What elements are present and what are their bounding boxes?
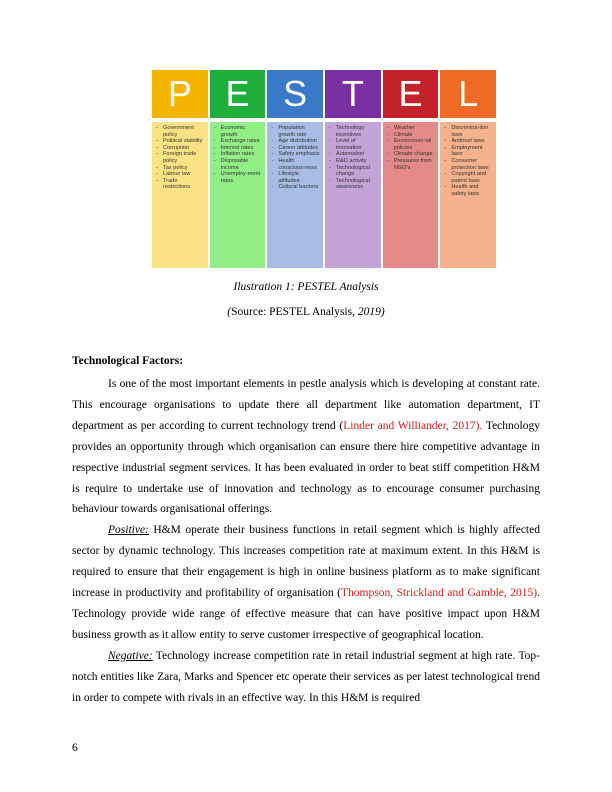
pestel-letter: E (383, 70, 439, 118)
pestel-factor-item: - Inflation rates (213, 151, 264, 158)
pestel-factor-item: - Government policy (155, 125, 206, 138)
pestel-factor-list (267, 122, 323, 268)
pestel-factor-item: - Exchange rates (213, 138, 264, 145)
pestel-factor-item: - Employment laws (443, 145, 494, 158)
pestel-column-0 (152, 70, 208, 268)
pestel-factor-item: - Consumer protection laws (443, 158, 494, 171)
pestel-factor-item: - Labour law (155, 171, 206, 178)
citation-linder: Linder and Williander, 2017). (343, 419, 483, 432)
pestel-column-5 (440, 70, 496, 268)
source-open: ( (227, 306, 232, 318)
pestel-factor-item: - Corruption (155, 145, 206, 152)
pestel-factor-list (152, 122, 208, 268)
positive-term: Positive: (108, 524, 149, 537)
pestel-letter: E (210, 70, 266, 118)
p2-text-a: H&M operate their business functions in retail segment which is highly affected sector by dynamic technology. This increases competition rate at maximum extent. In this H&M is required to ensure that their engagement is high in online business platform as to make significant increase in productivity and profitability of organisation ( (72, 524, 540, 600)
pestel-factor-item: - Weather (386, 125, 437, 132)
pestel-factor-item: - Tax policy (155, 165, 206, 172)
pestel-factor-list (210, 122, 266, 268)
paragraph-1 (72, 374, 540, 520)
pestel-column-4 (383, 70, 439, 268)
pestel-factor-list (383, 122, 439, 268)
pestel-letter: T (325, 70, 381, 118)
pestel-factor-item: - Population growth rate (270, 125, 321, 138)
p3-text-a: Technology increase competition rate in retail industrial segment at high rate. Top-notch entities like Zara, Marks and Spencer etc operate their services as per latest technological trend in order to compete with rivals in an effective way. In this H&M is required (72, 649, 540, 704)
figure-source (0, 306, 612, 318)
pestel-column-3 (325, 70, 381, 268)
figure-caption: Ilustration 1: PESTEL Analysis (233, 281, 379, 293)
pestel-factor-item: - Lifestyle attitudes (270, 171, 321, 184)
pestel-factor-item: - Climate (386, 132, 437, 139)
pestel-factor-item: - Health and safety laws (443, 184, 494, 197)
pestel-factor-item: - Cultural barriers (270, 184, 321, 191)
pestel-column-2 (267, 70, 323, 268)
pestel-factor-item: - R&D activity (328, 158, 379, 165)
pestel-factor-item: - Environmen-tal policies (386, 138, 437, 151)
p2-text-b: . Technology provide wide range of effective measure that can have positive impact upon H&M business growth as it allow entity to serve customer irrespective of geographical location. (72, 587, 540, 641)
pestel-factor-item: - Economic growth (213, 125, 264, 138)
pestel-factor-list (440, 122, 496, 268)
pestel-factor-item: - Technology incentives (328, 125, 379, 138)
paragraph-negative (72, 646, 540, 709)
pestel-factor-item: - Disposable income (213, 158, 264, 171)
pestel-factor-item: - Career attitudes (270, 145, 321, 152)
body-text (72, 374, 540, 709)
pestel-factor-item: - Age distribution (270, 138, 321, 145)
pestel-factor-item: - Interest rates (213, 145, 264, 152)
pestel-factor-item: - Copyright and patent laws (443, 171, 494, 184)
pestel-factor-item: - Pressures from NGO's (386, 158, 437, 171)
pestel-column-1 (210, 70, 266, 268)
pestel-factor-item: - Technological change (328, 165, 379, 178)
pestel-factor-item: - Safety emphasis (270, 151, 321, 158)
paragraph-positive (72, 520, 540, 645)
pestel-letter: L (440, 70, 496, 118)
pestel-letter: S (267, 70, 323, 118)
p1-text-a: Is one of the most important elements in pestle analysis which is developing at constant rate. This encourage organisations to update there all department like automation department, IT department as per according to current technology trend ( (72, 378, 540, 432)
page-number: 6 (72, 742, 78, 754)
pestel-factor-item: - Political stability (155, 138, 206, 145)
pestel-letter: P (152, 70, 208, 118)
negative-term: Negative: (108, 649, 153, 662)
pestel-factor-item: - Unemploy-ment rates (213, 171, 264, 184)
pestel-factor-item: - Technological awareness (328, 178, 379, 191)
citation-thompson: Thompson, Strickland and Gamble, 2015) (341, 587, 538, 600)
pestel-factor-item: - Antitrust laws (443, 138, 494, 145)
pestel-factor-item: - Trade restrictions (155, 178, 206, 191)
section-heading: Technological Factors: (72, 355, 184, 367)
pestel-factor-item: - Automation (328, 151, 379, 158)
pestel-factor-item: - Level of innovation (328, 138, 379, 151)
source-year: 2019) (357, 306, 385, 318)
pestel-factor-item: - Discrimina-tion laws (443, 125, 494, 138)
pestel-factor-item: - Foreign trade policy (155, 151, 206, 164)
pestel-factor-item: - Health conscious-ness (270, 158, 321, 171)
source-text: Source: PESTEL Analysis, (231, 306, 358, 318)
pestel-factor-item: - Climate change (386, 151, 437, 158)
pestel-diagram (152, 70, 496, 268)
p1-text-b: Technology provides an opportunity through which organisation can ensure there hire competitive advantage in respective industrial segment services. It has been evaluated in order to beat stiff competition H&M is require to undertake use of innovation and technology as to encourage consumer purchasing behaviour towards organisational offerings. (72, 419, 540, 516)
pestel-factor-list (325, 122, 381, 268)
